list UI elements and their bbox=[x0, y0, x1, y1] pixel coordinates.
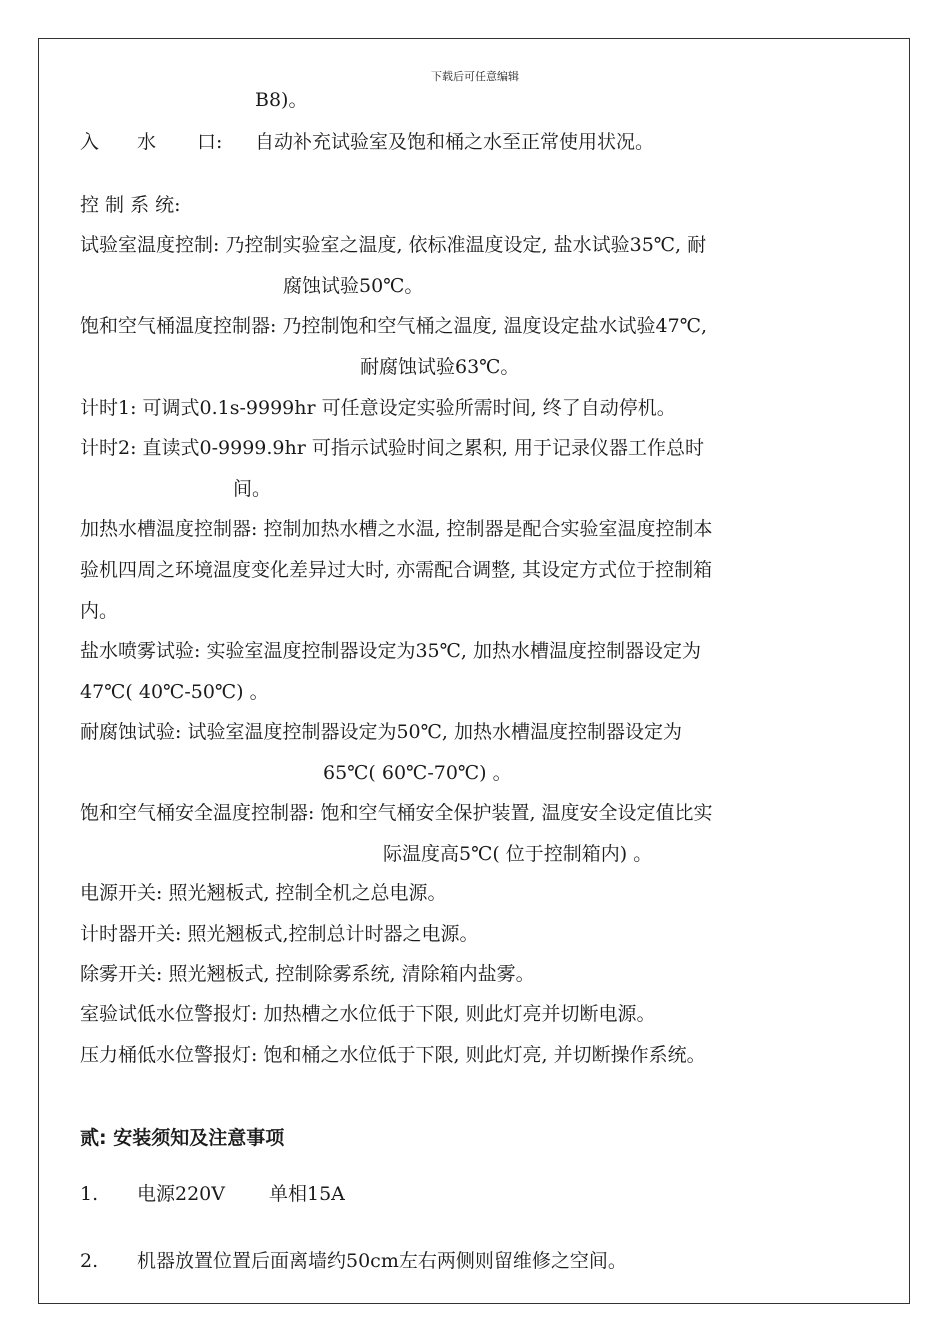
text-line: 验机四周之环境温度变化差异过大时, 亦需配合调整, 其设定方式位于控制箱 bbox=[80, 559, 713, 581]
install-item-2 bbox=[80, 1246, 627, 1273]
text-line: 计时器开关: 照光翘板式,控制总计时器之电源。 bbox=[80, 923, 479, 945]
text-line: 47℃( 40℃-50℃) 。 bbox=[80, 681, 269, 703]
text-line: 耐腐蚀试验: 试验室温度控制器设定为50℃, 加热水槽温度控制器设定为 bbox=[80, 721, 682, 743]
text-line: 除雾开关: 照光翘板式, 控制除雾系统, 清除箱内盐雾。 bbox=[80, 963, 535, 985]
text-line: 际温度高5℃( 位于控制箱内) 。 bbox=[383, 843, 653, 865]
item-number: 1. bbox=[80, 1183, 99, 1205]
inlet-text: 自动补充试验室及饱和桶之水至正常使用状况。 bbox=[255, 131, 655, 153]
item-number: 2. bbox=[80, 1250, 99, 1272]
page-border bbox=[38, 38, 910, 1304]
item-text: 机器放置位置后面离墙约50cm左右两侧则留维修之空间。 bbox=[137, 1250, 627, 1272]
section-heading: 贰: 安装须知及注意事项 bbox=[80, 1127, 285, 1149]
text-line: 间。 bbox=[233, 478, 272, 500]
page-header-note: 下载后可任意编辑 bbox=[431, 70, 519, 83]
item-voltage: 电源220V bbox=[137, 1183, 225, 1205]
inlet-row bbox=[80, 127, 654, 154]
text-line: 电源开关: 照光翘板式, 控制全机之总电源。 bbox=[80, 882, 447, 904]
section-label: 控 制 系 统: bbox=[80, 194, 181, 216]
item-current: 单相15A bbox=[269, 1183, 345, 1205]
install-item-1 bbox=[80, 1179, 345, 1206]
text-line: 计时2: 直读式0-9999.9hr 可指示试验时间之累积, 用于记录仪器工作总时 bbox=[80, 437, 704, 459]
inlet-label-2: 水 bbox=[137, 131, 157, 153]
inlet-label-1: 入 bbox=[80, 131, 100, 153]
text-line: 饱和空气桶温度控制器: 乃控制饱和空气桶之温度, 温度设定盐水试验47℃, bbox=[80, 315, 707, 337]
text-line: 压力桶低水位警报灯: 饱和桶之水位低于下限, 则此灯亮, 并切断操作系统。 bbox=[80, 1044, 706, 1066]
text-line: 饱和空气桶安全温度控制器: 饱和空气桶安全保护装置, 温度安全设定值比实 bbox=[80, 802, 713, 824]
text-line: 试验室温度控制: 乃控制实验室之温度, 依标准温度设定, 盐水试验35℃, 耐 bbox=[80, 234, 707, 256]
text-line: 盐水喷雾试验: 实验室温度控制器设定为35℃, 加热水槽温度控制器设定为 bbox=[80, 640, 701, 662]
text-line: B8)。 bbox=[255, 89, 308, 111]
inlet-label-3: 口: bbox=[197, 131, 223, 153]
text-line: 加热水槽温度控制器: 控制加热水槽之水温, 控制器是配合实验室温度控制本 bbox=[80, 518, 713, 540]
text-line: 腐蚀试验50℃。 bbox=[283, 275, 424, 297]
text-line: 65℃( 60℃-70℃) 。 bbox=[323, 762, 512, 784]
text-line: 内。 bbox=[80, 600, 119, 622]
text-line: 耐腐蚀试验63℃。 bbox=[360, 356, 520, 378]
text-line: 室验试低水位警报灯: 加热槽之水位低于下限, 则此灯亮并切断电源。 bbox=[80, 1003, 656, 1025]
text-line: 计时1: 可调式0.1s-9999hr 可任意设定实验所需时间, 终了自动停机。 bbox=[80, 397, 676, 419]
